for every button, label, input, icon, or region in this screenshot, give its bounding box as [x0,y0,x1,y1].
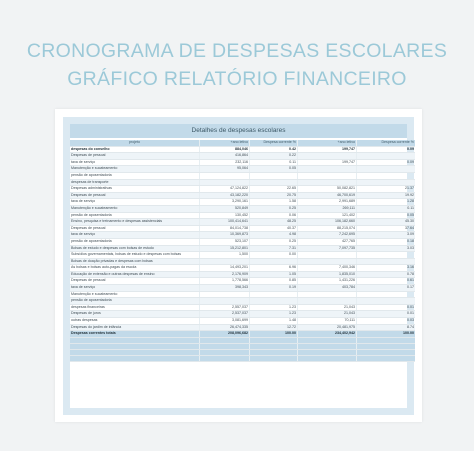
row-label-cell: pensão de aposentadoria [70,172,200,179]
value-cell: 398,343 [200,285,250,292]
table-row [70,153,415,160]
value-cell [298,258,357,265]
page-title-line1: CRONOGRAMA DE DESPESAS ESCOLARES [26,40,448,62]
table-row [70,225,415,232]
value-cell: 199,747 [298,159,357,166]
value-cell: 20.75 [250,192,298,199]
row-label-cell: taxa de serviço [70,159,200,166]
value-cell: 0.05 [250,166,298,173]
value-cell [250,298,298,305]
empty-cell [200,355,250,361]
value-cell: 1.23 [250,311,298,318]
row-label-cell: Despesas de pessoal [70,192,200,199]
value-cell: 0.11 [250,159,298,166]
value-cell: 0.09 [357,159,416,166]
value-cell: 7,242,695 [298,232,357,239]
value-cell: 0.11 [357,205,416,212]
value-cell: 43,182,220 [200,192,250,199]
report-table-area [70,124,414,408]
value-cell [357,252,416,259]
value-cell: 0.25 [250,205,298,212]
value-cell: 7,097,735 [298,245,357,252]
table-row [70,166,415,173]
table-row [70,146,415,153]
value-cell: 403,784 [298,285,357,292]
value-cell: 416,864 [200,153,250,160]
table-row [70,318,415,325]
table-row [70,192,415,199]
value-cell [357,291,416,298]
value-cell [298,252,357,259]
table-row [70,245,415,252]
value-cell [298,179,357,186]
row-label-cell: pensão de aposentadoria [70,238,200,245]
value-cell: 0.01 [357,304,416,311]
value-cell: 1.05 [250,271,298,278]
row-label-cell: Bolsas de doação privadas e despesas com bolsas [70,258,200,265]
value-cell: 21,043 [298,311,357,318]
table-row [70,278,415,285]
row-label-cell: Despesas de pessoal [70,225,200,232]
report-frame [63,117,414,415]
value-cell: 884,046 [200,146,250,153]
value-cell [357,153,416,160]
value-cell: 427,765 [298,238,357,245]
table-row [70,172,415,179]
value-cell: 523,107 [200,238,250,245]
report-heading: Detalhes de despesas escolares [70,124,407,138]
value-cell: 47,124,822 [200,186,250,193]
value-cell [200,172,250,179]
row-label-cell: Despesas de juros [70,311,200,318]
table-row [70,219,415,226]
value-cell: 40.37 [250,225,298,232]
value-cell: 2,176,909 [200,271,250,278]
value-cell: 84,014,738 [200,225,250,232]
row-label-cell: taxa de serviço [70,199,200,206]
table-row [70,265,415,272]
value-cell [250,172,298,179]
value-cell: 3,290,161 [200,199,250,206]
value-cell [250,179,298,186]
value-cell [357,258,416,265]
value-cell: 232,116 [200,159,250,166]
table-row [70,199,415,206]
value-cell [298,153,357,160]
value-cell: 3.09 [357,232,416,239]
value-cell: 8.74 [357,324,416,331]
value-cell: 14,493,201 [200,265,250,272]
table-row [70,298,415,305]
row-label-cell: Despesas administrativas [70,186,200,193]
value-cell: 0.01 [357,311,416,318]
row-label-cell: Despesas correntes totais [70,331,200,338]
value-cell: 0.85 [250,278,298,285]
value-cell [200,258,250,265]
value-cell: 21,043 [298,304,357,311]
row-label-cell: Despesas de pessoal [70,278,200,285]
table-row [70,271,415,278]
empty-cell [250,355,298,361]
column-header: Despesa corrente % [250,140,298,146]
value-cell: 0.25 [250,238,298,245]
value-cell: 95,064 [200,166,250,173]
empty-cell [70,355,200,361]
row-label-cell: outras despesas [70,318,200,325]
value-cell: 0.00 [250,252,298,259]
empty-cell [357,355,416,361]
value-cell: 0.19 [250,285,298,292]
row-label-cell: Despesas de pessoal [70,153,200,160]
value-cell: 20,481,975 [298,324,357,331]
value-cell: 70,111 [298,318,357,325]
value-cell: 199,747 [298,146,357,153]
value-cell: 208,096,682 [200,331,250,338]
row-label-cell: Ensino, pesquisa e treinamento e despesas assistenciais [70,219,200,226]
column-header: +ano letivo [200,140,250,146]
value-cell: 269,111 [298,205,357,212]
value-cell [298,291,357,298]
value-cell: 21.37 [357,186,416,193]
value-cell: 0.06 [250,212,298,219]
table-row [70,186,415,193]
empty-cell [298,355,357,361]
row-label-cell: Educação de extensão e outras despesas de ensino [70,271,200,278]
value-cell: 7,400,346 [298,265,357,272]
value-cell: 50,082,821 [298,186,357,193]
value-cell: 100.00 [250,331,298,338]
table-row [70,252,415,259]
value-cell: 2,557,037 [200,304,250,311]
value-cell: 0.61 [357,278,416,285]
value-cell: 0.78 [357,271,416,278]
value-cell: 19.92 [357,192,416,199]
value-cell: 1.58 [250,199,298,206]
value-cell: 12.72 [250,324,298,331]
value-cell [357,179,416,186]
value-cell: 1.28 [357,199,416,206]
value-cell: 520,849 [200,205,250,212]
row-label-cell: pensão de aposentadoria [70,298,200,305]
table-row [70,331,415,338]
value-cell: 100.00 [357,331,416,338]
row-label-cell: despesas do conselho [70,146,200,153]
value-cell: 2,537,037 [200,311,250,318]
table-row [70,232,415,239]
value-cell: 10,369,873 [200,232,250,239]
value-cell: 106,182,660 [298,219,357,226]
value-cell: 45.30 [357,219,416,226]
value-cell: 1,500 [200,252,250,259]
value-cell: 234,402,942 [298,331,357,338]
value-cell [298,298,357,305]
empty-row [70,355,415,361]
column-header: +ano letivo [298,140,357,146]
value-cell: 26,474,335 [200,324,250,331]
column-header: Despesa corrente % [357,140,416,146]
value-cell: 0.18 [357,238,416,245]
row-label-cell: Manutenção e sucateamento [70,205,200,212]
row-label-cell: Bolsas de estudo e despesas com bolsas de estudo [70,245,200,252]
row-label-cell: despesas financeiras [70,304,200,311]
page-title-line2: GRÁFICO RELATÓRIO FINANCEIRO [67,68,407,90]
row-label-cell: Manutenção e sucateamento [70,291,200,298]
value-cell: 1,835,010 [298,271,357,278]
value-cell: 0.17 [357,285,416,292]
value-cell [357,298,416,305]
value-cell: 22.65 [250,186,298,193]
row-label-cell: Manutenção e sucateamento [70,166,200,173]
value-cell [200,298,250,305]
value-cell: 3.16 [357,265,416,272]
value-cell: 0.03 [357,318,416,325]
row-label-cell: despesas de transporte [70,179,200,186]
value-cell: 6.96 [250,265,298,272]
value-cell [298,172,357,179]
value-cell: 7.31 [250,245,298,252]
value-cell: 3.03 [357,245,416,252]
value-cell [250,291,298,298]
row-label-cell: As bolsas e bolsas auto-pagas da escola [70,265,200,272]
value-cell: 1.48 [250,318,298,325]
value-cell [200,179,250,186]
column-header: projeto [70,140,200,146]
table-row [70,179,415,186]
table-row [70,212,415,219]
value-cell: 1,778,566 [200,278,250,285]
row-label-cell: Despesas do jardim de infância [70,324,200,331]
expense-table [70,140,415,362]
table-row [70,238,415,245]
value-cell: 4.98 [250,232,298,239]
value-cell: 88,215,074 [298,225,357,232]
table-row [70,258,415,265]
value-cell: 0.09 [357,146,416,153]
value-cell: 130,452 [200,212,250,219]
value-cell: 46,700,619 [298,192,357,199]
row-label-cell: taxa de serviço [70,232,200,239]
table-row [70,285,415,292]
value-cell: 100,414,641 [200,219,250,226]
value-cell: 121,402 [298,212,357,219]
row-label-cell: pensão de aposentadoria [70,212,200,219]
value-cell [250,258,298,265]
value-cell [357,172,416,179]
value-cell: 15,212,801 [200,245,250,252]
value-cell: 48.25 [250,219,298,226]
value-cell: 0.05 [357,212,416,219]
value-cell [357,166,416,173]
value-cell [200,291,250,298]
value-cell: 37.64 [357,225,416,232]
row-label-cell: Subsídios governamentais, bolsas de estudo e despesas com bolsas [70,252,200,259]
row-label-cell: taxa de serviço [70,285,200,292]
value-cell [298,166,357,173]
table-row [70,304,415,311]
table-row [70,159,415,166]
value-cell: 0.22 [250,153,298,160]
table-row [70,205,415,212]
value-cell: 1,431,226 [298,278,357,285]
value-cell: 1.23 [250,304,298,311]
value-cell: 2,991,689 [298,199,357,206]
table-row [70,311,415,318]
value-cell: 0.42 [250,146,298,153]
table-row [70,291,415,298]
report-sheet [55,109,422,422]
table-row [70,324,415,331]
value-cell: 3,081,699 [200,318,250,325]
